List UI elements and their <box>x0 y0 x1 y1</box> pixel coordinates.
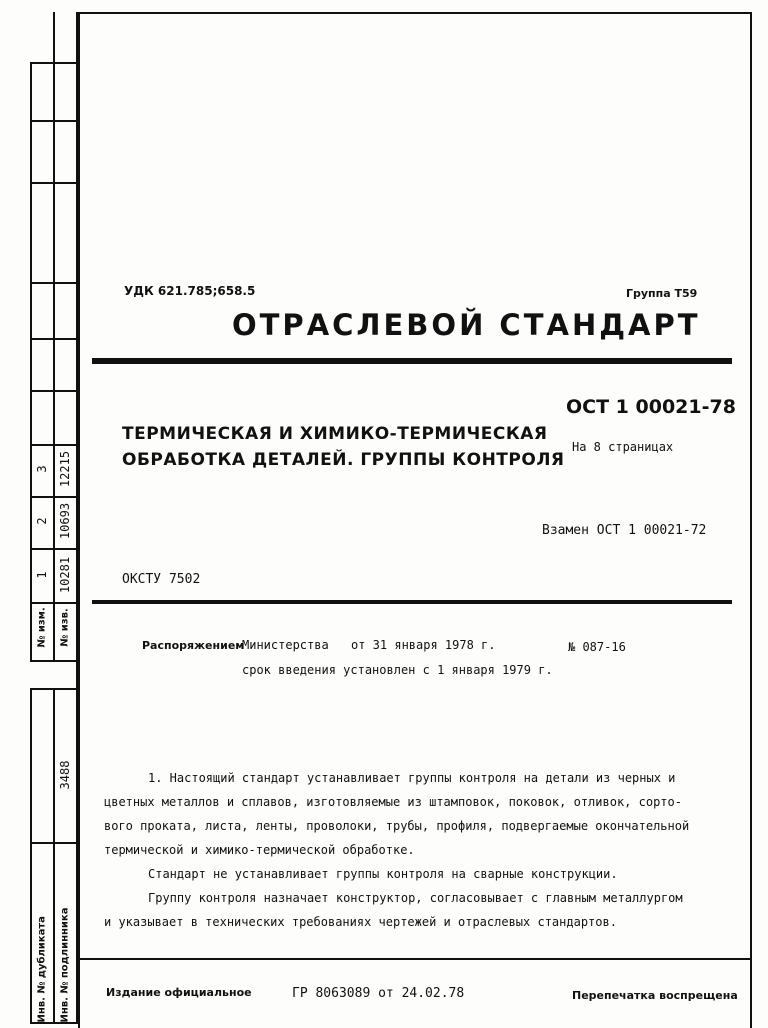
change-number-label: № изм. <box>36 607 48 648</box>
paragraph-3-line-2: и указывает в технических требованиях чертежей и отраслевых стандартов. <box>104 915 617 929</box>
change-number-1: 1 <box>35 571 49 579</box>
inventory-original-number: 3488 <box>58 760 72 790</box>
notice-number-label: № изв. <box>59 608 71 647</box>
reprint-note: Перепечатка воспрещена <box>572 989 738 1002</box>
order-number: № 087-16 <box>568 640 626 654</box>
inventory-duplicate-label: Инв. № дубликата <box>36 916 48 1023</box>
notice-number-2: 10693 <box>58 502 72 540</box>
standard-designation: ОСТ 1 00021-78 <box>566 396 736 418</box>
registration-number: ГР 8063089 от 24.02.78 <box>292 986 465 1001</box>
inventory-original-label: Инв. № подлинника <box>59 907 71 1023</box>
page-title: ОТРАСЛЕВОЙ СТАНДАРТ <box>232 308 701 342</box>
notice-number-3: 12215 <box>58 450 72 488</box>
body-text <box>104 766 704 934</box>
udk-code: УДК 621.785;658.5 <box>124 284 256 298</box>
order-label: Распоряжением <box>142 639 245 652</box>
paragraph-1-line-2: цветных металлов и сплавов, изготовляемые из штамповок, поковок, отливок, сорто- <box>104 795 682 809</box>
standard-name-line-2: ОБРАБОТКА ДЕТАЛЕЙ. ГРУППЫ КОНТРОЛЯ <box>122 450 565 470</box>
edition-note: Издание официальное <box>106 986 252 999</box>
standard-name-line-1: ТЕРМИЧЕСКАЯ И ХИМИКО-ТЕРМИЧЕСКАЯ <box>122 424 548 444</box>
order-date: от 31 января 1978 г. <box>351 638 496 652</box>
footer-rule <box>78 958 752 960</box>
change-number-2: 2 <box>35 517 49 525</box>
paragraph-3-line-1: Группу контроля назначает конструктор, согласовывает с главным металлургом <box>148 891 683 905</box>
effective-date: срок введения установлен с 1 января 1979 г. <box>242 663 553 677</box>
change-number-3: 3 <box>35 465 49 473</box>
page-count: На 8 страницах <box>572 440 674 454</box>
margin-control-strip <box>30 12 78 1024</box>
paragraph-1-line-4: термической и химико-термической обработке. <box>104 843 415 857</box>
replaces-standard: Взамен ОСТ 1 00021-72 <box>542 523 707 538</box>
notice-number-1: 10281 <box>58 556 72 594</box>
order-ministry: Министерства <box>242 638 329 652</box>
paragraph-1-line-1: 1. Настоящий стандарт устанавливает группы контроля на детали из черных и <box>148 771 676 785</box>
block-rule <box>92 600 732 604</box>
header-rule <box>92 358 732 364</box>
okstu-code: ОКСТУ 7502 <box>122 572 201 587</box>
paragraph-1-line-3: вого проката, листа, ленты, проволоки, трубы, профиля, подвергаемые окончательной <box>104 819 690 833</box>
group-code: Группа Т59 <box>626 287 698 300</box>
paragraph-2: Стандарт не устанавливает группы контроля на сварные конструкции. <box>148 867 618 881</box>
